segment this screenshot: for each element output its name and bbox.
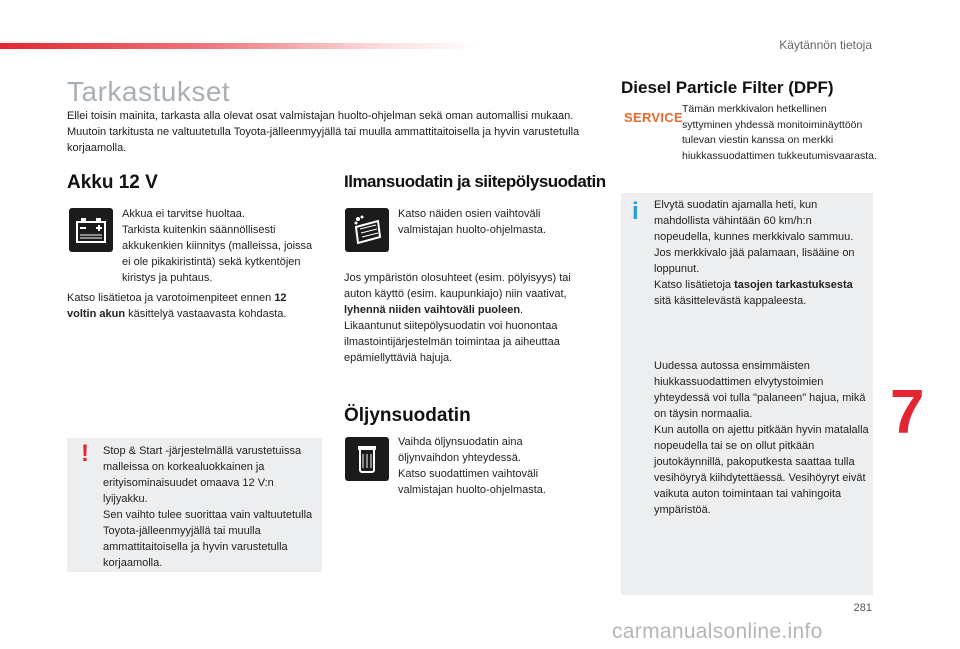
air-filter-icon: [345, 208, 389, 252]
page-title: Tarkastukset: [67, 76, 231, 107]
battery-icon: [69, 208, 113, 252]
page-number: 281: [853, 602, 872, 614]
air-filter-text: [344, 270, 594, 366]
dpf-heading: Diesel Particle Filter (DPF): [621, 78, 834, 97]
air-filter-text-prefix: Jos ympäristön olosuhteet (esim. pölyisyys) tai auton käyttö (esim. kaupunkiajo) niin vaativat,: [344, 272, 571, 300]
oil-filter-heading: Öljynsuodatin: [344, 405, 471, 426]
header-accent-bar: [0, 43, 480, 49]
air-filter-heading: Ilmansuodatin ja siitepölysuodatin: [344, 172, 606, 191]
intro-line-2: Muutoin tarkitusta ne valtuutetulla Toyota-jälleenmyyjällä tai muulla ammattitaitoisella ja hyvin varustetulla korjaamolla.: [67, 126, 580, 154]
dpf-info-text-1-main: Elvytä suodatin ajamalla heti, kun mahdollista vähintään 60 km/h:n nopeudella, kunnes merkkivalo sammuu. Jos merkkivalo jää palamaan, lisääine on loppunut. Katso lisätietoja: [654, 199, 855, 291]
battery-warning-text: Stop & Start -järjestelmällä varustetuissa malleissa on korkealuokkainen ja erityisominaisuudet omaava 12 V:n lyijyakku. Sen vaihto tulee suorittaa vain valtuutetulla Toyota-jälleenmyyjällä tai muulla ammattitaitoisella ja hyvin varustetulla korjaamolla.: [103, 445, 313, 569]
info-icon: i: [632, 198, 639, 225]
oil-filter-text: Vaihda öljynsuodatin aina öljynvaihdon yhteydessä. Katso suodattimen vaihtoväli valmistajan huolto-ohjelmasta.: [398, 436, 546, 496]
service-warning-icon: SERVICE: [624, 110, 683, 125]
air-filter-text-suffix: . Likaantunut siitepölysuodatin voi huonontaa ilmastointijärjestelmän toimintaa ja aiheuttaa epämiellyttäviä hajuja.: [344, 304, 560, 364]
battery-heading: Akku 12 V: [67, 172, 158, 193]
battery-more-suffix: käsittelyä vastaavasta kohdasta.: [125, 308, 287, 320]
dpf-info-bold: tasojen tarkastuksesta: [734, 279, 853, 291]
intro-text: [67, 108, 587, 156]
watermark: carmanualsonline.info: [612, 620, 823, 643]
oil-filter-icon: [345, 437, 389, 481]
dpf-info-text-3: Uudessa autossa ensimmäisten hiukkassuodattimen elvytystoimien yhteydessä voi tulla "palaneen" hajua, mikä on täysin normaalia. Kun autolla on ajettu pitkään hyvin matalalla nopeudella tai se on ollut pitkään joutokäynnillä, pakoputkesta saattaa tulla vesihöyryä kiihdytettäessä. Vesihöyryt eivät vaikuta auton toimintaan tai vahingoita ympäristöä.: [654, 360, 869, 516]
chapter-title: Käytännön tietoja: [779, 38, 872, 52]
intro-line-1: Ellei toisin mainita, tarkasta alla olevat osat valmistajan huolto-ohjelman sekä oman automallisi mukaan.: [67, 110, 574, 122]
battery-icon-text: Akkua ei tarvitse huoltaa. Tarkista kuitenkin säännöllisesti akkukenkien kiinnitys (malleissa, joissa ei ole pikakiristintä) sekä kytkentöjen kiristys ja puhtaus.: [122, 208, 313, 284]
air-filter-icon-text: Katso näiden osien vaihtoväli valmistajan huolto-ohjelmasta.: [398, 208, 546, 236]
warning-icon: !: [81, 440, 89, 467]
battery-more-prefix: Katso lisätietoa ja varotoimenpiteet ennen: [67, 292, 275, 304]
dpf-service-text: Tämän merkkivalon hetkellinen syttyminen yhdessä monitoiminäyttöön tulevan viestin kanssa on merkki hiukkassuodattimen tukkeutumisvaarasta.: [682, 103, 877, 162]
battery-more-info: [67, 290, 307, 322]
chapter-number: 7: [890, 378, 925, 447]
battery-more-bold: 12 voltin akun: [67, 292, 287, 320]
dpf-info-text-1: [654, 197, 868, 309]
dpf-info-text-2: sitä käsittelevästä kappaleesta.: [654, 295, 807, 307]
air-filter-text-bold: lyhennä niiden vaihtoväli puoleen: [344, 304, 521, 316]
